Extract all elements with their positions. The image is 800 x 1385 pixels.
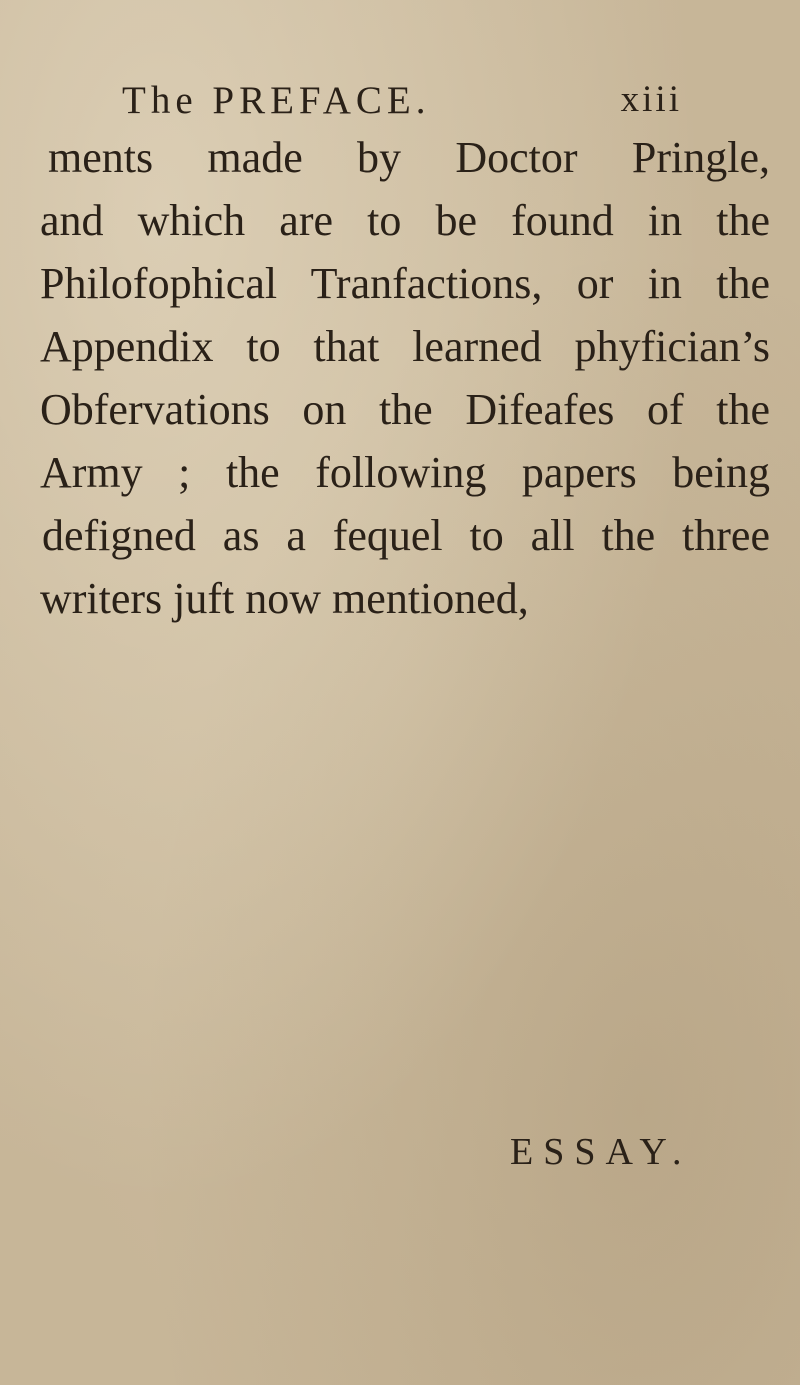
text-line: and which are to be found in the <box>40 196 770 245</box>
text-line: Obfervations on the Difeafes of the <box>40 385 770 434</box>
body-text <box>40 126 770 630</box>
text-line: Appendix to that learned phyfician’s <box>40 322 770 371</box>
page-number: xiii <box>620 79 682 120</box>
text-line: ments made by Doctor Pringle, <box>48 133 770 182</box>
running-head <box>122 78 682 126</box>
running-head-title: The PREFACE. <box>122 79 431 122</box>
text-line: writers juft now mentioned, <box>40 574 529 623</box>
text-line: Philofophical Tranfactions, or in the <box>40 259 770 308</box>
catchword: ESSAY. <box>510 1131 692 1173</box>
text-line: defigned as a fequel to all the three <box>42 511 770 560</box>
text-line: Army ; the following papers being <box>40 448 770 497</box>
